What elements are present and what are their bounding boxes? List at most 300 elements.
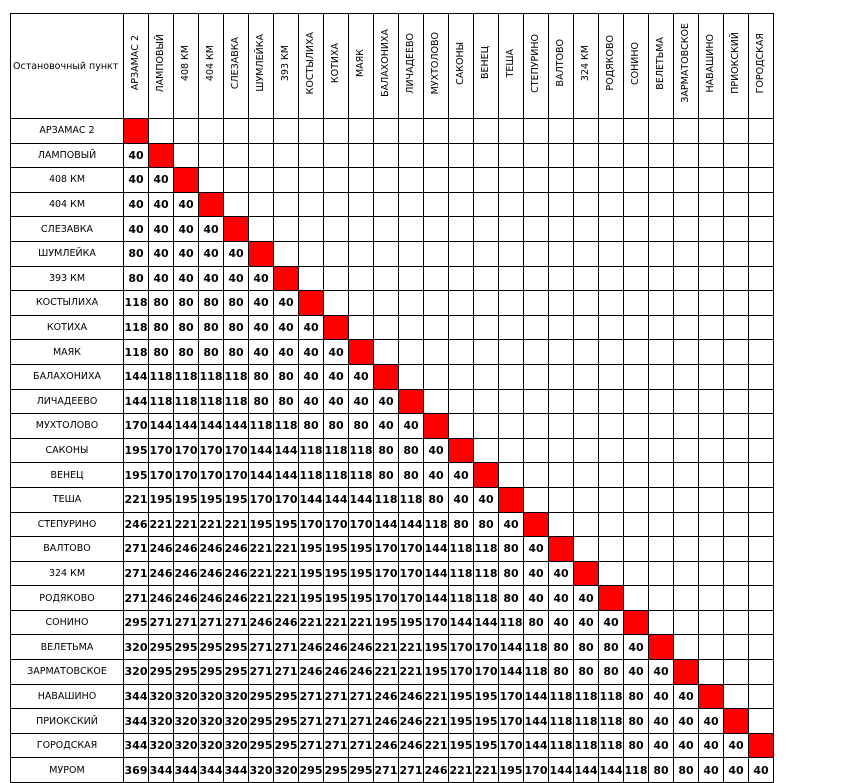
empty-cell <box>499 463 524 488</box>
column-header-label: МУХТОЛОВО <box>430 31 442 95</box>
empty-cell <box>399 291 424 316</box>
table-row <box>11 119 774 144</box>
empty-cell <box>624 217 649 242</box>
fare-cell: 40 <box>349 389 374 414</box>
empty-cell <box>274 143 299 168</box>
fare-cell: 40 <box>749 758 774 783</box>
empty-cell <box>524 389 549 414</box>
fare-cell: 40 <box>249 291 274 316</box>
fare-cell: 40 <box>649 733 674 758</box>
table-row <box>11 758 774 783</box>
empty-cell <box>724 364 749 389</box>
empty-cell <box>424 143 449 168</box>
fare-cell: 40 <box>624 635 649 660</box>
column-header-label: НАВАШИНО <box>705 33 717 93</box>
fare-cell: 80 <box>624 733 649 758</box>
fare-cell: 118 <box>299 438 324 463</box>
column-header-label: РОДЯКОВО <box>605 35 617 91</box>
fare-cell: 40 <box>274 315 299 340</box>
fare-cell: 40 <box>424 463 449 488</box>
empty-cell <box>574 266 599 291</box>
empty-cell <box>324 291 349 316</box>
fare-cell: 195 <box>449 733 474 758</box>
fare-cell: 80 <box>274 364 299 389</box>
fare-cell: 40 <box>374 389 399 414</box>
empty-cell <box>599 487 624 512</box>
fare-cell: 170 <box>224 438 249 463</box>
empty-cell <box>574 487 599 512</box>
fare-cell: 40 <box>199 217 224 242</box>
empty-cell <box>499 340 524 365</box>
fare-cell: 40 <box>374 414 399 439</box>
row-header: ГОРОДСКАЯ <box>11 733 124 758</box>
empty-cell <box>349 291 374 316</box>
fare-cell: 80 <box>624 684 649 709</box>
fare-cell: 246 <box>399 733 424 758</box>
fare-cell: 40 <box>299 315 324 340</box>
fare-cell: 144 <box>299 487 324 512</box>
fare-cell: 80 <box>199 315 224 340</box>
empty-cell <box>474 119 499 144</box>
empty-cell <box>424 241 449 266</box>
empty-cell <box>399 315 424 340</box>
fare-cell: 246 <box>349 635 374 660</box>
table-row <box>11 561 774 586</box>
fare-cell: 80 <box>349 414 374 439</box>
fare-cell: 320 <box>274 758 299 783</box>
column-header-label: СОНИНО <box>630 41 642 85</box>
fare-cell: 195 <box>424 660 449 685</box>
empty-cell <box>574 364 599 389</box>
fare-cell: 118 <box>274 414 299 439</box>
table-row <box>11 192 774 217</box>
fare-cell: 221 <box>424 684 449 709</box>
empty-cell <box>499 315 524 340</box>
empty-cell <box>649 414 674 439</box>
empty-cell <box>549 192 574 217</box>
fare-cell: 195 <box>299 586 324 611</box>
table-row <box>11 733 774 758</box>
row-header: НАВАШИНО <box>11 684 124 709</box>
empty-cell <box>524 414 549 439</box>
empty-cell <box>324 192 349 217</box>
diagonal-cell <box>499 487 524 512</box>
row-header: 393 КМ <box>11 266 124 291</box>
empty-cell <box>649 315 674 340</box>
diagonal-cell <box>124 119 149 144</box>
empty-cell <box>749 660 774 685</box>
fare-cell: 40 <box>174 266 199 291</box>
fare-cell: 144 <box>324 487 349 512</box>
fare-cell: 369 <box>124 758 149 783</box>
fare-cell: 320 <box>174 733 199 758</box>
fare-cell: 170 <box>174 438 199 463</box>
diagonal-cell <box>524 512 549 537</box>
empty-cell <box>374 241 399 266</box>
column-header-label: ВЕЛЕТЬМА <box>655 36 667 90</box>
column-header <box>249 14 274 119</box>
empty-cell <box>724 561 749 586</box>
table-row <box>11 635 774 660</box>
empty-cell <box>274 217 299 242</box>
empty-cell <box>199 168 224 193</box>
fare-cell: 118 <box>374 487 399 512</box>
fare-cell: 246 <box>324 660 349 685</box>
empty-cell <box>649 561 674 586</box>
empty-cell <box>549 438 574 463</box>
empty-cell <box>699 119 724 144</box>
fare-cell: 118 <box>224 389 249 414</box>
diagonal-cell <box>674 660 699 685</box>
empty-cell <box>749 684 774 709</box>
fare-cell: 80 <box>124 266 149 291</box>
empty-cell <box>699 610 724 635</box>
empty-cell <box>699 364 724 389</box>
fare-cell: 246 <box>399 709 424 734</box>
fare-cell: 195 <box>174 487 199 512</box>
empty-cell <box>549 241 574 266</box>
column-header <box>324 14 349 119</box>
empty-cell <box>624 143 649 168</box>
row-header: ЛАМПОВЫЙ <box>11 143 124 168</box>
empty-cell <box>724 610 749 635</box>
fare-cell: 40 <box>449 487 474 512</box>
fare-cell: 344 <box>224 758 249 783</box>
empty-cell <box>399 119 424 144</box>
empty-cell <box>449 241 474 266</box>
fare-cell: 344 <box>124 709 149 734</box>
empty-cell <box>224 119 249 144</box>
fare-cell: 80 <box>424 487 449 512</box>
fare-cell: 40 <box>324 389 349 414</box>
fare-cell: 246 <box>374 733 399 758</box>
empty-cell <box>549 512 574 537</box>
column-header <box>624 14 649 119</box>
empty-cell <box>674 291 699 316</box>
empty-cell <box>674 266 699 291</box>
column-header-label: ЛИЧАДЕЕВО <box>405 32 417 94</box>
fare-cell: 195 <box>324 537 349 562</box>
fare-cell: 271 <box>374 758 399 783</box>
empty-cell <box>524 463 549 488</box>
empty-cell <box>324 119 349 144</box>
fare-cell: 144 <box>424 537 449 562</box>
column-header-label: ГОРОДСКАЯ <box>755 32 767 94</box>
empty-cell <box>724 660 749 685</box>
empty-cell <box>624 586 649 611</box>
fare-cell: 246 <box>224 537 249 562</box>
fare-cell: 271 <box>399 758 424 783</box>
fare-cell: 221 <box>199 512 224 537</box>
empty-cell <box>674 340 699 365</box>
empty-cell <box>524 217 549 242</box>
empty-cell <box>624 340 649 365</box>
fare-cell: 40 <box>474 487 499 512</box>
empty-cell <box>599 168 624 193</box>
fare-cell: 170 <box>199 438 224 463</box>
empty-cell <box>499 266 524 291</box>
empty-cell <box>749 610 774 635</box>
empty-cell <box>549 168 574 193</box>
fare-cell: 80 <box>399 463 424 488</box>
empty-cell <box>524 119 549 144</box>
fare-cell: 246 <box>324 635 349 660</box>
fare-cell: 40 <box>399 414 424 439</box>
fare-cell: 320 <box>174 709 199 734</box>
fare-cell: 246 <box>199 586 224 611</box>
empty-cell <box>549 315 574 340</box>
row-header: 324 КМ <box>11 561 124 586</box>
fare-cell: 144 <box>399 512 424 537</box>
fare-cell: 221 <box>424 709 449 734</box>
empty-cell <box>374 340 399 365</box>
empty-cell <box>249 143 274 168</box>
fare-cell: 144 <box>124 389 149 414</box>
fare-cell: 40 <box>149 168 174 193</box>
empty-cell <box>549 143 574 168</box>
empty-cell <box>749 709 774 734</box>
empty-cell <box>524 364 549 389</box>
fare-cell: 320 <box>124 660 149 685</box>
fare-cell: 144 <box>249 438 274 463</box>
empty-cell <box>224 168 249 193</box>
empty-cell <box>699 438 724 463</box>
empty-cell <box>674 635 699 660</box>
fare-cell: 80 <box>224 291 249 316</box>
empty-cell <box>174 119 199 144</box>
fare-cell: 144 <box>374 512 399 537</box>
empty-cell <box>674 217 699 242</box>
empty-cell <box>624 241 649 266</box>
corner-header: Остановочный пункт <box>11 14 124 119</box>
fare-cell: 144 <box>424 561 449 586</box>
empty-cell <box>299 143 324 168</box>
fare-cell: 246 <box>249 610 274 635</box>
empty-cell <box>599 561 624 586</box>
empty-cell <box>424 168 449 193</box>
empty-cell <box>749 364 774 389</box>
fare-cell: 344 <box>199 758 224 783</box>
empty-cell <box>674 364 699 389</box>
empty-cell <box>574 438 599 463</box>
fare-cell: 320 <box>224 733 249 758</box>
fare-cell: 40 <box>224 241 249 266</box>
fare-cell: 80 <box>249 389 274 414</box>
empty-cell <box>199 143 224 168</box>
empty-cell <box>199 119 224 144</box>
empty-cell <box>649 217 674 242</box>
fare-cell: 40 <box>249 340 274 365</box>
fare-cell: 221 <box>299 610 324 635</box>
fare-cell: 80 <box>124 241 149 266</box>
fare-cell: 170 <box>499 709 524 734</box>
fare-cell: 271 <box>299 733 324 758</box>
fare-cell: 118 <box>549 733 574 758</box>
empty-cell <box>399 143 424 168</box>
fare-cell: 320 <box>149 733 174 758</box>
empty-cell <box>699 463 724 488</box>
fare-cell: 195 <box>299 561 324 586</box>
empty-cell <box>424 364 449 389</box>
column-header <box>699 14 724 119</box>
fare-cell: 80 <box>549 660 574 685</box>
fare-cell: 80 <box>599 660 624 685</box>
row-header: ЛИЧАДЕЕВО <box>11 389 124 414</box>
diagonal-cell <box>649 635 674 660</box>
fare-cell: 195 <box>299 537 324 562</box>
empty-cell <box>749 586 774 611</box>
fare-cell: 40 <box>274 291 299 316</box>
fare-cell: 144 <box>349 487 374 512</box>
fare-cell: 221 <box>124 487 149 512</box>
empty-cell <box>499 291 524 316</box>
fare-cell: 80 <box>274 389 299 414</box>
empty-cell <box>249 168 274 193</box>
fare-cell: 221 <box>274 561 299 586</box>
column-header-label: ВЕНЕЦ <box>480 46 492 80</box>
empty-cell <box>674 168 699 193</box>
fare-cell: 118 <box>224 364 249 389</box>
fare-cell: 118 <box>574 733 599 758</box>
fare-table <box>10 13 774 783</box>
fare-cell: 144 <box>274 438 299 463</box>
fare-cell: 118 <box>349 438 374 463</box>
fare-cell: 246 <box>299 660 324 685</box>
fare-cell: 246 <box>174 537 199 562</box>
fare-cell: 118 <box>549 684 574 709</box>
fare-cell: 80 <box>624 709 649 734</box>
fare-cell: 170 <box>349 512 374 537</box>
empty-cell <box>524 192 549 217</box>
empty-cell <box>699 487 724 512</box>
empty-cell <box>474 241 499 266</box>
empty-cell <box>674 586 699 611</box>
empty-cell <box>524 315 549 340</box>
empty-cell <box>324 241 349 266</box>
diagonal-cell <box>374 364 399 389</box>
fare-cell: 295 <box>174 635 199 660</box>
row-header: ЗАРМАТОВСКОЕ <box>11 660 124 685</box>
empty-cell <box>499 438 524 463</box>
fare-cell: 271 <box>349 733 374 758</box>
fare-cell: 40 <box>649 660 674 685</box>
fare-cell: 221 <box>174 512 199 537</box>
column-header <box>224 14 249 119</box>
fare-cell: 40 <box>699 709 724 734</box>
fare-cell: 40 <box>299 389 324 414</box>
column-header-label: ПРИОКСКИЙ <box>730 32 742 94</box>
empty-cell <box>324 168 349 193</box>
empty-cell <box>724 487 749 512</box>
empty-cell <box>349 143 374 168</box>
row-header: СОНИНО <box>11 610 124 635</box>
diagonal-cell <box>449 438 474 463</box>
fare-cell: 40 <box>149 266 174 291</box>
empty-cell <box>674 192 699 217</box>
empty-cell <box>674 463 699 488</box>
empty-cell <box>399 266 424 291</box>
empty-cell <box>724 168 749 193</box>
row-header: САКОНЫ <box>11 438 124 463</box>
row-header: ВЕНЕЦ <box>11 463 124 488</box>
fare-cell: 118 <box>249 414 274 439</box>
table-row <box>11 463 774 488</box>
fare-cell: 221 <box>274 537 299 562</box>
fare-cell: 118 <box>549 709 574 734</box>
empty-cell <box>599 291 624 316</box>
fare-cell: 40 <box>224 266 249 291</box>
fare-cell: 40 <box>674 733 699 758</box>
fare-cell: 246 <box>399 684 424 709</box>
empty-cell <box>599 143 624 168</box>
fare-cell: 295 <box>199 635 224 660</box>
fare-cell: 295 <box>274 709 299 734</box>
column-header-label: КОТИХА <box>330 42 342 84</box>
fare-cell: 271 <box>199 610 224 635</box>
empty-cell <box>574 217 599 242</box>
empty-cell <box>624 192 649 217</box>
empty-cell <box>499 143 524 168</box>
empty-cell <box>549 463 574 488</box>
fare-cell: 40 <box>524 561 549 586</box>
empty-cell <box>149 119 174 144</box>
empty-cell <box>574 143 599 168</box>
diagonal-cell <box>624 610 649 635</box>
empty-cell <box>449 119 474 144</box>
fare-cell: 144 <box>199 414 224 439</box>
fare-cell: 40 <box>699 758 724 783</box>
column-header-label: ШУМЛЕЙКА <box>255 34 267 92</box>
fare-cell: 118 <box>524 660 549 685</box>
empty-cell <box>524 340 549 365</box>
empty-cell <box>474 143 499 168</box>
fare-cell: 144 <box>424 586 449 611</box>
empty-cell <box>249 119 274 144</box>
fare-cell: 40 <box>424 438 449 463</box>
empty-cell <box>424 291 449 316</box>
empty-cell <box>274 119 299 144</box>
empty-cell <box>649 586 674 611</box>
empty-cell <box>599 340 624 365</box>
empty-cell <box>524 241 549 266</box>
fare-cell: 40 <box>299 340 324 365</box>
fare-cell: 170 <box>399 537 424 562</box>
empty-cell <box>299 217 324 242</box>
empty-cell <box>574 241 599 266</box>
fare-cell: 320 <box>224 709 249 734</box>
fare-cell: 170 <box>399 586 424 611</box>
empty-cell <box>749 217 774 242</box>
fare-cell: 195 <box>149 487 174 512</box>
empty-cell <box>449 266 474 291</box>
fare-cell: 80 <box>224 340 249 365</box>
empty-cell <box>674 143 699 168</box>
empty-cell <box>724 291 749 316</box>
column-header-label: КОСТЫЛИХА <box>305 31 317 95</box>
fare-cell: 320 <box>249 758 274 783</box>
fare-cell: 295 <box>149 660 174 685</box>
fare-cell: 246 <box>274 610 299 635</box>
diagonal-cell <box>324 315 349 340</box>
column-header-label: 393 КМ <box>280 44 292 82</box>
fare-cell: 195 <box>374 610 399 635</box>
fare-cell: 80 <box>599 635 624 660</box>
fare-cell: 40 <box>199 241 224 266</box>
empty-cell <box>649 192 674 217</box>
fare-cell: 144 <box>449 610 474 635</box>
fare-cell: 80 <box>249 364 274 389</box>
column-header-label: 324 КМ <box>580 44 592 82</box>
